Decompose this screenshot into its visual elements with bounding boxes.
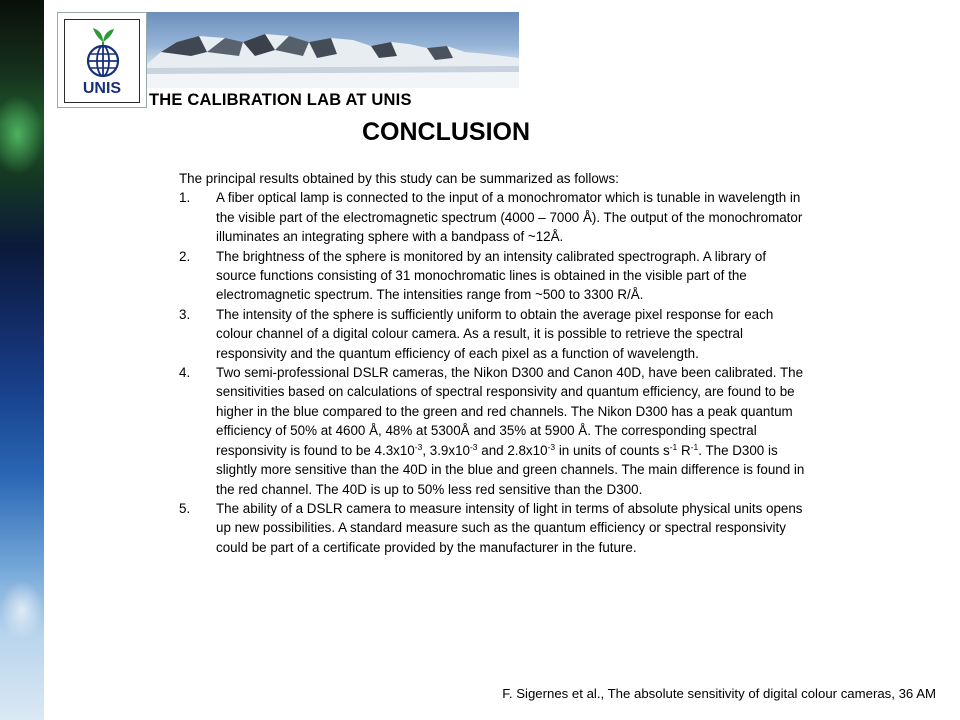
item-number: 4. <box>179 365 191 381</box>
globe-sprout-icon <box>75 24 131 80</box>
exponent: -3 <box>414 441 423 452</box>
footer-citation: F. Sigernes et al., The absolute sensitivity of digital colour cameras, 36 AM <box>502 686 936 701</box>
list-item <box>179 305 809 363</box>
exponent: -3 <box>469 441 478 452</box>
logo-text: UNIS <box>82 80 122 97</box>
item-text-part: , 3.9x10 <box>422 442 470 458</box>
exponent: -1 <box>690 441 699 452</box>
item-number: 1. <box>179 190 191 206</box>
cloud-glow <box>0 580 44 640</box>
item-number: 5. <box>179 500 191 516</box>
item-number: 2. <box>179 248 191 264</box>
item-text: The brightness of the sphere is monitored by an intensity calibrated spectrograph. A library of source functions consisting of 31 monochromatic lines is obtained in the visible part of the electromagnetic spectrum. The intensities range from ~500 to 3300 R/Å. <box>216 248 767 303</box>
mountain-image <box>147 12 519 88</box>
list-item <box>179 247 809 305</box>
list-item <box>179 499 809 557</box>
page-title: CONCLUSION <box>362 118 531 146</box>
item-text: A fiber optical lamp is connected to the input of a monochromator which is tunable in wavelength in the visible part of the electromagnetic spectrum (4000 – 7000 Å). The output of the monochromator illuminates an integrating sphere with a bandpass of ~12Å. <box>216 190 803 245</box>
exponent: -3 <box>547 441 556 452</box>
aurora-glow <box>0 95 44 175</box>
header <box>57 12 519 108</box>
item-number: 3. <box>179 306 191 322</box>
intro-text: The principal results obtained by this study can be summarized as follows: <box>179 171 619 186</box>
item-text-part: Two semi-professional DSLR cameras, the Nikon D300 and Canon 40D, have been calibrated. The sensitivities based on calculations of spectral responsivity and quantum efficiency, are found to be higher in the blue compared to the green and red channels. The Nikon D300 has a peak quantum efficiency of 50% at 4600 Å, 48% at 5300Å and 35% at 5900 Å. The corresponding spectral responsivity is found to be 4.3x10 <box>216 365 804 458</box>
conclusion-body <box>179 169 809 557</box>
item-text-part: in units of counts s <box>555 442 670 458</box>
side-decorative-strip <box>0 0 44 720</box>
lab-title: THE CALIBRATION LAB AT UNIS <box>149 91 412 109</box>
exponent: -1 <box>669 441 678 452</box>
list-item <box>179 363 809 499</box>
item-text-part: R <box>677 442 691 458</box>
item-text <box>216 365 804 496</box>
logo-frame <box>64 19 140 103</box>
item-text: The ability of a DSLR camera to measure intensity of light in terms of absolute physical units opens up new possibilities. A standard measure such as the quantum efficiency or spectral responsivity could be part of a certificate provided by the manufacturer in the future. <box>216 500 803 555</box>
list-item <box>179 188 809 246</box>
item-text-part: . The D300 is slightly more sensitive than the 40D in the blue and green channels. The main difference is found in the red channel. The 40D is up to 50% less red sensitive than the D300. <box>216 442 805 497</box>
results-list <box>179 188 809 557</box>
unis-logo <box>57 12 147 108</box>
item-text: The intensity of the sphere is sufficiently uniform to obtain the average pixel response for each colour channel of a digital colour camera. As a result, it is possible to retrieve the spectral responsivity and the quantum efficiency of each pixel as a function of wavelength. <box>216 306 774 361</box>
item-text-part: and 2.8x10 <box>477 442 548 458</box>
mountain-banner <box>147 12 519 88</box>
